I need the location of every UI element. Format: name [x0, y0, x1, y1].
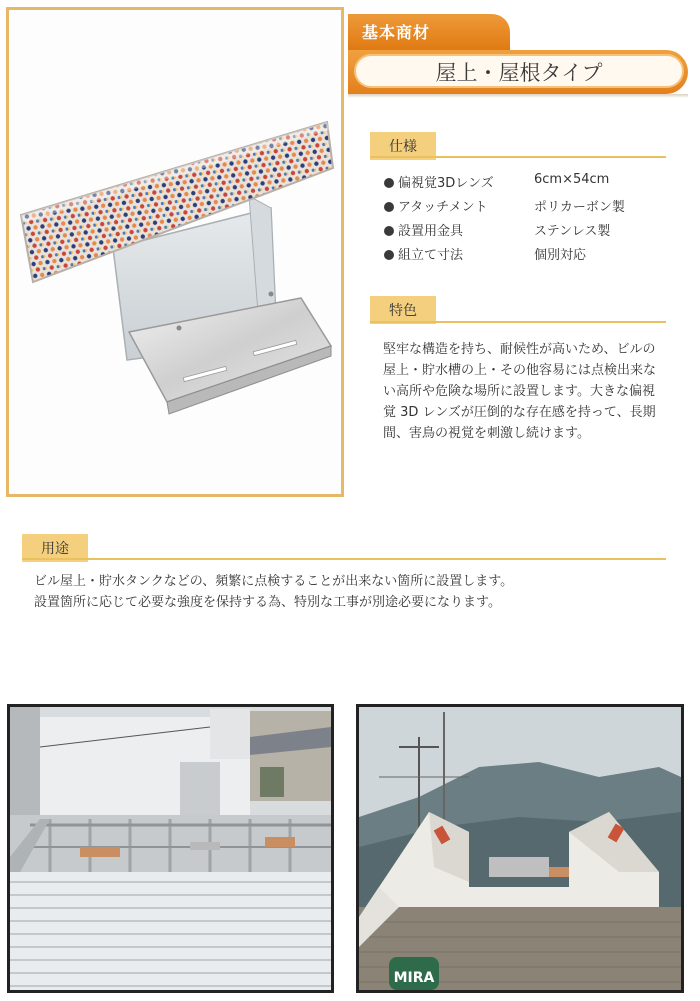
features-body: 堅牢な構造を持ち、耐候性が高いため、ビルの屋上・貯水槽の上・その他容易には点検出来ない高所や危険な場所に設置します。大きな偏視覚 3D レンズが圧倒的な存在感を持って、長期間、害鳥の視覚を刺激し続けます。: [383, 342, 657, 441]
specs-heading: 仕様: [370, 132, 436, 160]
bullet-icon: [384, 226, 394, 236]
store-sign-text: MIRA: [393, 970, 435, 986]
spec-label: 組立て寸法: [398, 248, 464, 263]
usage-heading: 用途: [22, 534, 88, 562]
spec-label: 偏視覚3Dレンズ: [398, 176, 494, 191]
usage-body: [34, 571, 674, 613]
usage-divider: [22, 558, 666, 560]
product-illustration: [9, 10, 341, 494]
spec-value: 6cm×54cm: [534, 172, 610, 187]
category-label: 基本商材: [362, 23, 431, 42]
spec-row-attachment: [384, 196, 488, 215]
usage-line: ビル屋上・貯水タンクなどの、頻繁に点検することが出来ない箇所に設置します。: [34, 574, 514, 589]
rooftop-installation-photo: [7, 704, 334, 993]
spec-value: ポリカーボン製: [534, 200, 625, 215]
spec-value: ステンレス製: [534, 224, 611, 239]
specs-divider: [370, 156, 666, 158]
bullet-icon: [384, 178, 394, 188]
spec-row-lens: [384, 172, 494, 191]
features-heading: 特色: [370, 296, 436, 324]
bullet-icon: [384, 250, 394, 260]
product-title: 屋上・屋根タイプ: [435, 61, 603, 85]
spec-row-dimensions: [384, 244, 463, 263]
spec-value: 個別対応: [534, 248, 587, 263]
usage-line: 設置箇所に応じて必要な強度を保持する為、特別な工事が別途必要になります。: [34, 595, 501, 610]
product-photo-frame: [6, 7, 344, 497]
features-divider: [370, 321, 666, 323]
spec-row-fittings: [384, 220, 463, 239]
spec-label: アタッチメント: [398, 200, 488, 215]
spec-label: 設置用金具: [398, 224, 464, 239]
bullet-icon: [384, 202, 394, 212]
building-installation-photo: [356, 704, 684, 993]
header-shadow: [348, 94, 688, 98]
